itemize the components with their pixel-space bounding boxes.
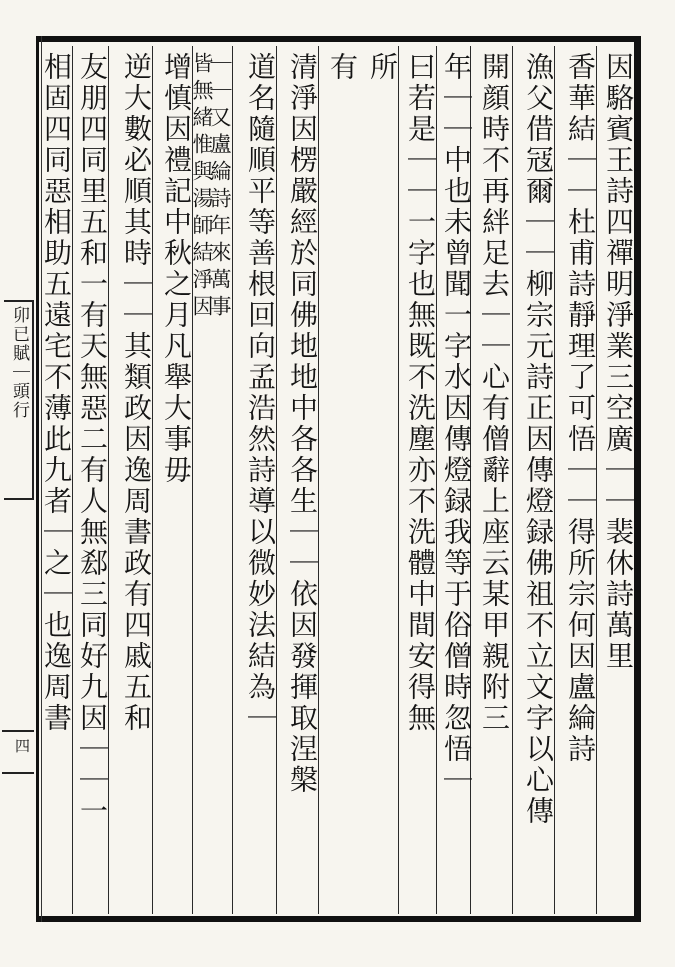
text-column-16	[74, 52, 108, 912]
frame-bottom-border	[38, 916, 640, 922]
text-column-17	[42, 52, 72, 912]
column-text: 開顔時不再絆足去｜｜心有僧辭上座云某甲親附三	[478, 52, 511, 734]
column-text: 相固四同惡相助五遠宅不薄此九者｜之｜也逸周書	[40, 52, 73, 734]
text-column-7	[362, 52, 398, 912]
text-column-13	[154, 52, 192, 912]
frame-right-border	[634, 36, 641, 922]
column-text: 清淨因楞嚴經於同佛地地中各各生｜｜依因發揮取涅槃	[286, 52, 319, 796]
column-text: 所	[366, 52, 399, 83]
frame-left-border	[36, 36, 39, 922]
column-text: 有	[326, 52, 359, 83]
text-column-5	[438, 52, 472, 912]
column-text: 因駱賓王詩四禪明淨業三空廣｜｜裴休詩萬里	[602, 52, 635, 672]
column-rule	[398, 46, 399, 914]
column-text: ｜｜又盧綸詩年來萬事	[208, 52, 232, 322]
text-column-2	[556, 52, 596, 912]
text-column-11	[208, 52, 232, 912]
column-rule	[512, 46, 513, 914]
text-column-6	[400, 52, 436, 912]
column-text: 漁父借冦爾｜｜柳宗元詩正因傳燈録佛祖不立文字以心傳	[522, 52, 555, 827]
column-text: 道名隨順平等善根回向孟浩然詩導以微妙法結為｜	[244, 52, 277, 734]
text-column-14	[112, 52, 152, 912]
text-column-3	[514, 52, 554, 912]
column-text: 曰若是｜｜一字也無既不洗塵亦不洗體中間安得無	[404, 52, 437, 734]
column-text: 友朋四同里五和一有天無惡二有人無郄三同好九因｜｜一	[76, 52, 109, 827]
text-column-8	[322, 52, 358, 912]
margin-fold-label: 卯已賦｜頭行	[4, 300, 34, 500]
text-column-1	[598, 52, 634, 912]
column-rule	[232, 46, 233, 914]
column-text: 皆無緒惟與湯師結淨因	[190, 52, 214, 322]
text-column-10	[236, 52, 276, 912]
column-text: 香華結｜｜杜甫詩靜理了可悟｜｜得所宗何因盧綸詩	[564, 52, 597, 765]
text-column-12	[190, 52, 214, 912]
column-text: 逆大數必順其時｜｜其類政因逸周書政有四戚五和	[120, 52, 153, 734]
column-text: 年｜｜中也未曾聞一字水因傳燈録我等于俗僧時忽悟｜	[440, 52, 473, 796]
column-text: 增慎因禮記中秋之月凡舉大事毋	[160, 52, 193, 486]
text-column-9	[278, 52, 318, 912]
frame-top-border	[38, 36, 640, 42]
page-mark: 四	[13, 738, 31, 753]
text-column-4	[472, 52, 510, 912]
